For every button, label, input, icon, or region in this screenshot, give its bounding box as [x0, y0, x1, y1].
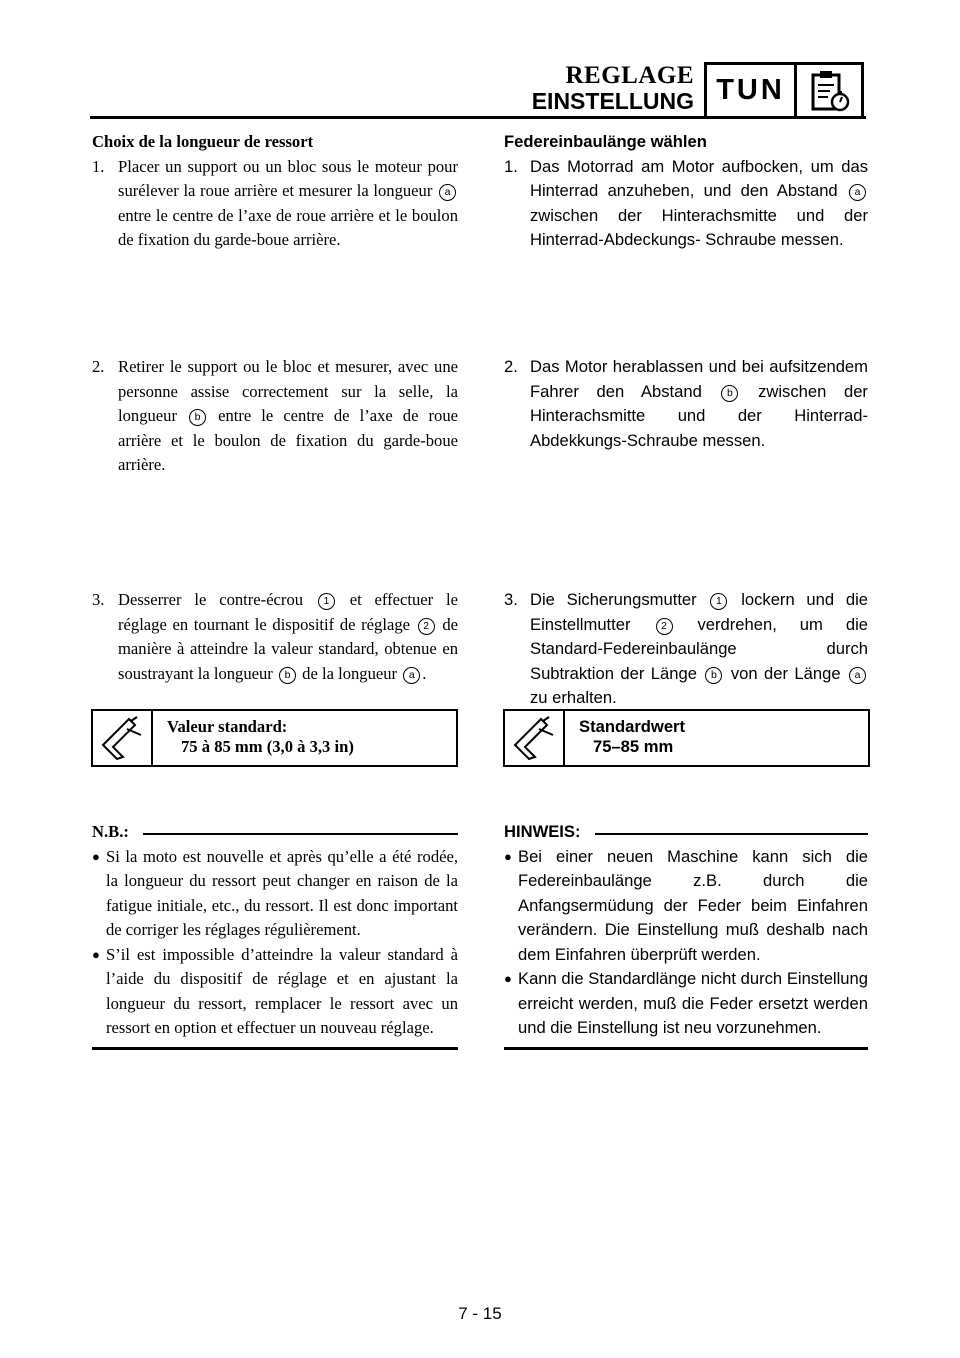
de-step2-block — [504, 355, 868, 453]
section-code: TUN — [707, 65, 797, 116]
callout-a: a — [849, 184, 866, 201]
spec-value: 75 à 85 mm (3,0 à 3,3 in) — [181, 737, 354, 756]
step-text: verdrehen, um die Standard-Federeinbaulänge durch Subtraktion der Länge — [530, 614, 868, 683]
callout-b: b — [721, 385, 738, 402]
note-bullet — [504, 967, 868, 1041]
caliper-icon — [93, 711, 153, 765]
callout-a: a — [439, 184, 456, 201]
fr-step-1 — [92, 155, 458, 253]
callout-a: a — [849, 667, 866, 684]
bullet-icon: ● — [92, 848, 100, 864]
step-text: Das Motorrad am Motor aufbocken, um das Hinterrad anzuheben, und den Abstand — [530, 156, 868, 200]
callout-b: b — [189, 409, 206, 426]
note-end-rule — [92, 1047, 458, 1050]
step-number: 2. — [504, 357, 518, 376]
callout-1: 1 — [710, 593, 727, 610]
callout-a: a — [403, 667, 420, 684]
fr-heading: Choix de la longueur de ressort — [92, 132, 314, 151]
callout-2: 2 — [656, 618, 673, 635]
bullet-text: Bei einer neuen Maschine kann sich die Federeinbaulänge z.B. durch die Anfangsermüdung der Feder beim Einfahren verändern. Die Einstellung muß deshalb nach dem Einfahren überprüft werden. — [518, 846, 868, 964]
step-text: zwischen der Hinterachsmitte und der Hinterrad-Abdeckungs- Schraube messen. — [530, 205, 868, 249]
step-text: . — [422, 663, 427, 683]
section-badge — [704, 62, 864, 119]
fr-step3-block — [92, 588, 458, 686]
de-step-1 — [504, 155, 868, 253]
callout-1: 1 — [318, 593, 335, 610]
callout-b: b — [705, 667, 722, 684]
note-end-rule — [504, 1047, 868, 1050]
step-number: 2. — [92, 357, 105, 376]
step-text: de la longueur — [302, 663, 398, 683]
de-step3-block — [504, 588, 868, 711]
note-bullet — [92, 845, 458, 943]
note-bullet — [504, 845, 868, 968]
callout-2: 2 — [418, 618, 435, 635]
step-number: 1. — [504, 156, 518, 176]
de-step1-block — [504, 130, 868, 253]
de-heading: Federeinbaulänge wählen — [504, 132, 707, 151]
spec-value: 75–85 mm — [593, 737, 674, 756]
note-title-text: N.B.: — [92, 822, 129, 841]
fr-step1-block — [92, 130, 458, 253]
note-rule — [143, 833, 458, 835]
step-text: Retirer le support ou le bloc et mesurer, avec une personne assise correctement sur la selle, la longueur — [118, 357, 458, 425]
step-text: Die Sicherungsmutter — [530, 590, 697, 609]
bullet-icon: ● — [92, 946, 100, 962]
step-text: de manière à atteindre la valeur standard, obtenue en soustrayant la longueur — [118, 614, 458, 683]
page-number: 7 - 15 — [458, 1304, 502, 1323]
de-step-2 — [504, 355, 868, 453]
step-number: 3. — [504, 590, 518, 609]
step-text: Das Motor herablassen und bei aufsitzendem Fahrer den Abstand — [530, 357, 868, 401]
step-text: zu erhalten. — [530, 688, 617, 707]
de-note — [504, 820, 868, 1050]
fr-note — [92, 820, 458, 1050]
fr-step2-block — [92, 355, 458, 478]
callout-b: b — [279, 667, 296, 684]
step-text: zwischen der Hinterachsmitte und der Hinterrad-Abdekkungs-Schraube messen. — [530, 381, 868, 450]
header-rule — [90, 116, 866, 119]
header-title-de: EINSTELLUNG — [531, 88, 694, 114]
note-title — [504, 820, 868, 845]
fr-step-2 — [92, 355, 458, 478]
bullet-text: Si la moto est nouvelle et après qu’elle a été rodée, la longueur du ressort peut changer en raison de la fatigue initiale, etc., du ressort. Il est donc important de corriger les réglages régulièrement. — [106, 846, 458, 939]
de-spec-box — [503, 709, 870, 767]
note-title-text: HINWEIS: — [504, 822, 581, 841]
spec-label: Valeur standard: — [167, 717, 288, 736]
step-number: 1. — [92, 156, 105, 176]
note-rule — [595, 833, 868, 835]
step-text: entre le centre de l’axe de roue arrière et le boulon de fixation du garde-boue arrière. — [118, 205, 458, 249]
step-text: lockern und die Einstellmutter — [530, 590, 868, 634]
bullet-text: Kann die Standardlänge nicht durch Einstellung erreicht werden, muß die Feder ersetzt werden und die Einstellung ist neu vorzunehmen. — [518, 969, 868, 1037]
de-step-3 — [504, 588, 868, 711]
fr-step-3 — [92, 588, 458, 686]
caliper-icon — [505, 711, 565, 765]
note-title — [92, 820, 458, 845]
step-text: entre le centre de l’axe de roue arrière et le boulon de fixation du garde-boue arrière. — [118, 406, 458, 474]
step-number: 3. — [92, 590, 105, 609]
step-text: Desserrer le contre-écrou — [118, 590, 304, 609]
header-title-fr: REGLAGE — [565, 62, 694, 89]
step-text: Placer un support ou un bloc sous le moteur pour surélever la roue arrière et mesurer la longueur — [118, 156, 458, 200]
bullet-icon: ● — [504, 848, 512, 864]
bullet-icon: ● — [504, 971, 512, 986]
clipboard-stopwatch-icon — [797, 65, 861, 116]
step-text: von der Länge — [730, 663, 841, 683]
step-text: et effectuer le réglage en tournant le dispositif de réglage — [118, 590, 458, 634]
bullet-text: S’il est impossible d’atteindre la valeur standard à l’aide du dispositif de réglage et en ajustant la longueur du ressort, remplacer le ressort avec un ressort en option et effectuer un nouveau réglage. — [106, 944, 458, 1037]
fr-spec-box — [91, 709, 458, 767]
note-bullet — [92, 943, 458, 1041]
spec-label: Standardwert — [579, 717, 686, 736]
